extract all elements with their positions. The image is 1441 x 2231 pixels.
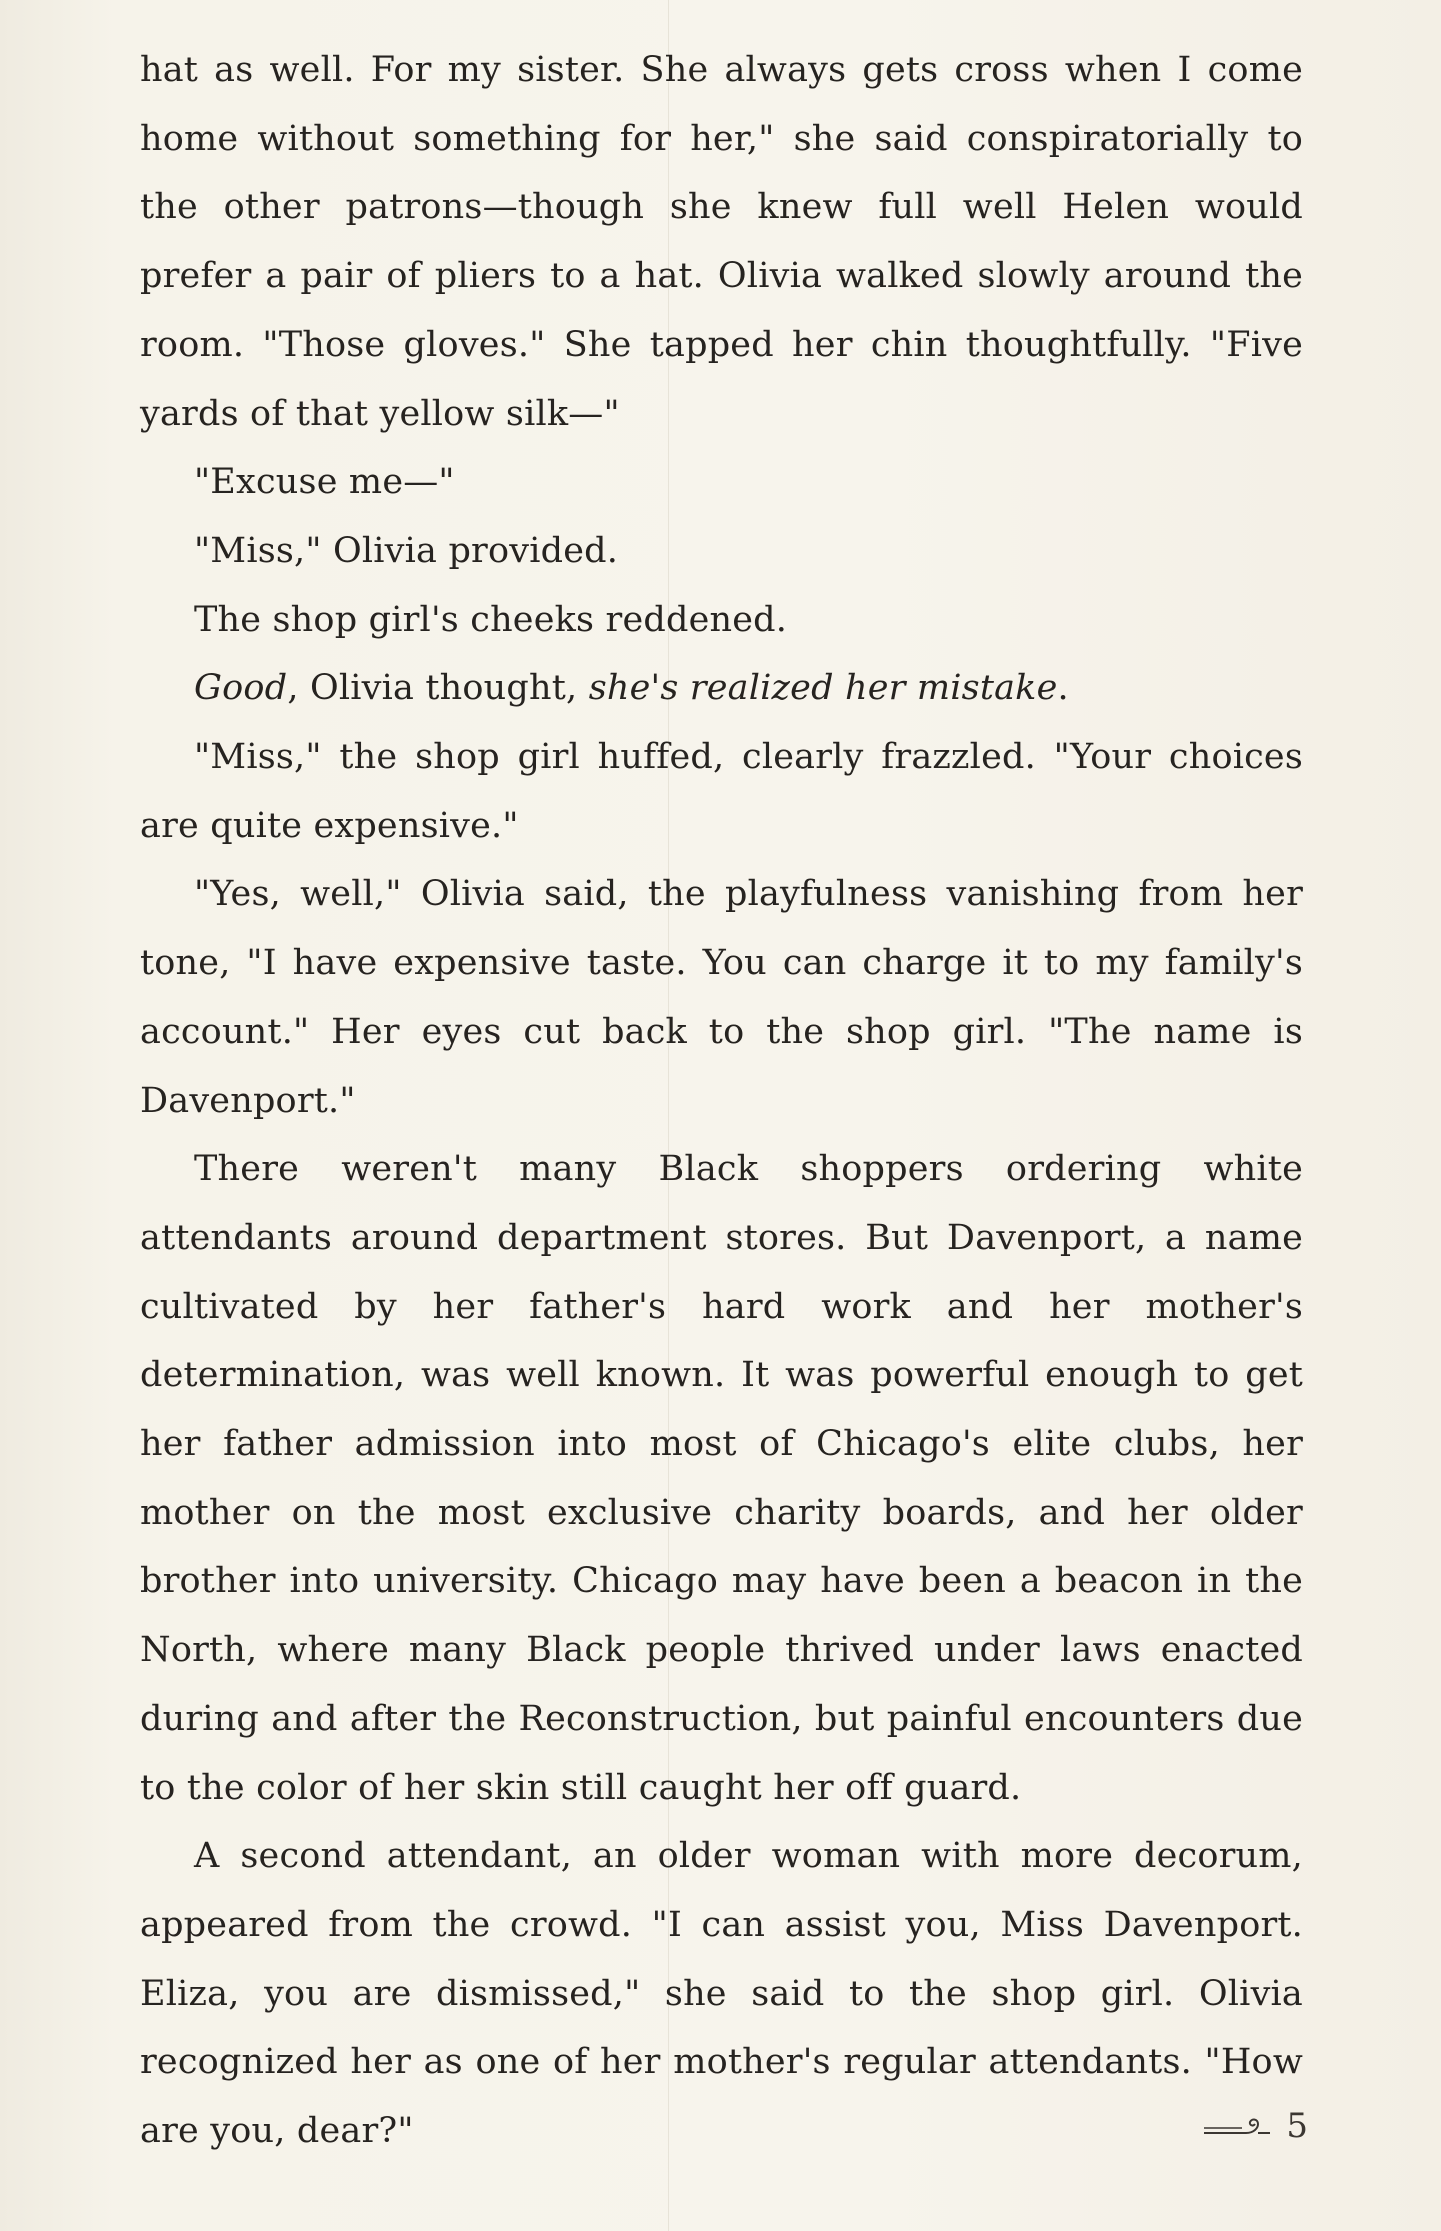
- italic-good: Good: [194, 668, 288, 709]
- paragraph-5: [140, 654, 1303, 723]
- paragraph-4: The shop girl's cheeks reddened.: [194, 599, 788, 640]
- paragraph-3: "Miss," Olivia provided.: [194, 530, 619, 571]
- flourish-ornament-icon: [1202, 2114, 1272, 2138]
- paragraph-2: "Excuse me—": [194, 462, 455, 503]
- paragraph-1: hat as well. For my sister. She always gets cross when I come home without something for her," she said conspiratorially to the other patrons—though she knew full well Helen would prefer a pair of pliers to a hat. Olivia walked slowly around the room. "Those gloves." She tapped her chin thoughtfully. "Five yards of that yellow silk—": [140, 50, 1303, 434]
- paragraph-5-period: .: [1057, 668, 1069, 709]
- body-text: [140, 36, 1303, 2166]
- paragraph-7: "Yes, well," Olivia said, the playfulness vanishing from her tone, "I have expensive taste. You can charge it to my family's account." Her eyes cut back to the shop girl. "The name is Davenport.": [140, 874, 1303, 1121]
- paragraph-8: There weren't many Black shoppers ordering white attendants around department stores. But Davenport, a name cultivated by her father's hard work and her mother's determination, was well known. It was powerful enough to get her father admission into most of Chicago's elite clubs, her mother on the most exclusive charity boards, and her older brother into university. Chicago may have been a beacon in the North, where many Black people thrived under laws enacted during and after the Reconstruction, but painful encounters due to the color of her skin still caught her off guard.: [140, 1149, 1303, 1808]
- paragraph-6: "Miss," the shop girl huffed, clearly frazzled. "Your choices are quite expensive.": [140, 737, 1303, 846]
- paragraph-9: A second attendant, an older woman with more decorum, appeared from the crowd. "I can assist you, Miss Davenport. Eliza, you are dismissed," she said to the shop girl. Olivia recognized her as one of her mother's regular attendants. "How are you, dear?": [140, 1836, 1303, 2152]
- page-footer: [1202, 2106, 1308, 2146]
- paragraph-5-text: , Olivia thought,: [287, 668, 589, 709]
- page-number: 5: [1286, 2106, 1308, 2146]
- italic-thought: she's realized her mistake: [588, 668, 1058, 709]
